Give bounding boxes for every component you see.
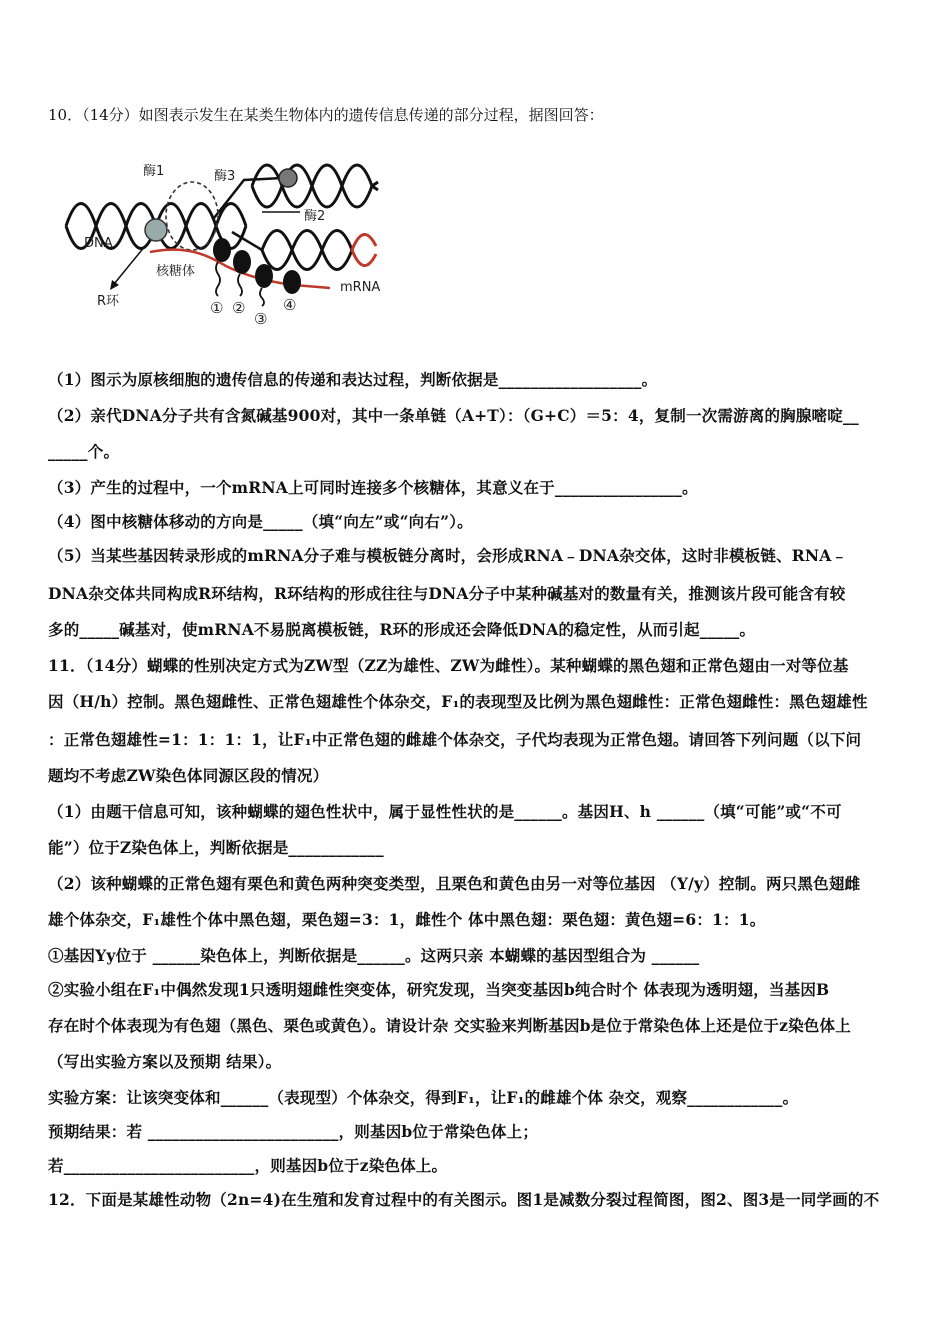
label-enzyme1: 酶1 xyxy=(143,164,165,179)
q10-part5-a: （5）当某些基因转录形成的mRNA分子难与模板链分离时，会形成RNA﹣DNA杂交体，这时非模板链、RNA﹣ xyxy=(48,546,848,565)
label-n3: ③ xyxy=(254,310,268,328)
label-mrna: mRNA xyxy=(340,280,381,295)
label-ribosome: 核糖体 xyxy=(156,264,196,279)
q10-part1: （1）图示为原核细胞的遗传信息的传递和表达过程，判断依据是__________________。 xyxy=(48,370,658,389)
dna-lower-strand-b xyxy=(262,231,352,270)
dna-lower-strand-a xyxy=(262,231,352,270)
q11-stem-d: 题均不考虑ZW染色体同源区段的情况） xyxy=(48,766,329,785)
peptide-2 xyxy=(238,274,242,296)
label-enzyme2: 酶2 xyxy=(304,209,326,224)
q11-part1-a: （1）由题干信息可知，该种蝴蝶的翅色性状中，属于显性性状的是______。基因H、h ______（填“可能”或“不可 xyxy=(48,802,842,821)
q11-stem-a: 11．（14分）蝴蝶的性别决定方式为ZW型（ZZ为雄性、ZW为雌性）。某种蝴蝶的黑色翅和正常色翅由一对等位基 xyxy=(48,656,849,675)
ribosome-1 xyxy=(213,238,231,262)
q11-sub1: ①基因Yy位于 ______染色体上，判断依据是______。这两只亲 本蝴蝶的基因型组合为 ______ xyxy=(48,946,700,965)
label-dna: DNA xyxy=(84,236,113,251)
q11-part1-b: 能”）位于Z染色体上，判断依据是____________ xyxy=(48,838,384,857)
q11-sub2-c: （写出实验方案以及预期 结果）。 xyxy=(48,1052,282,1071)
q11-part2-b: 雄个体杂交，F₁雄性个体中黑色翅，栗色翅=3：1，雌性个 体中黑色翅：栗色翅：黄色翅=6：1：1。 xyxy=(48,910,766,929)
ribosome-2 xyxy=(233,250,251,274)
dna-upper-strand-a xyxy=(252,165,378,207)
q11-sub2-b: 存在时个体表现为有色翅（黑色、栗色或黄色）。请设计杂 交实验来判断基因b是位于常染色体上还是位于z染色体上 xyxy=(48,1016,851,1035)
label-n1: ① xyxy=(210,299,224,317)
ribosome-3 xyxy=(255,264,273,288)
dna-lower-red-b xyxy=(352,250,376,266)
q11-sub2-a: ②实验小组在F₁中偶然发现1只透明翅雌性突变体，研究发现，当突变基因b纯合时个 体表现为透明翅，当基因B xyxy=(48,980,830,999)
q11-part2-a: （2）该种蝴蝶的正常色翅有栗色和黄色两种突变类型，且栗色和黄色由另一对等位基因 （Y/y）控制。两只黑色翅雌 xyxy=(48,874,861,893)
label-enzyme3: 酶3 xyxy=(214,169,236,184)
q10-part2-a: （2）亲代DNA分子共有含氮碱基900对，其中一条单链（A+T）：（G+C）＝5：4，复制一次需游离的胸腺嘧啶__ xyxy=(48,406,859,425)
dna-upper-strand-b xyxy=(252,165,378,207)
rloop-arrow xyxy=(114,240,150,284)
q11-result-a: 预期结果：若 ________________________，则基因b位于常染色体上； xyxy=(48,1122,539,1141)
q10-stem: 10．（14分）如图表示发生在某类生物体内的遗传信息传递的部分过程，据图回答： xyxy=(48,106,604,124)
q11-stem-c: ：正常色翅雄性=1：1：1：1，让F₁中正常色翅的雌雄个体杂交，子代均表现为正常色翅。请回答下列问题（以下问 xyxy=(48,730,862,749)
q10-part5-c: 多的_____碱基对，使mRNA不易脱离模板链，R环的形成还会降低DNA的稳定性，从而引起_____。 xyxy=(48,620,756,639)
label-n2: ② xyxy=(232,299,246,317)
peptide-3 xyxy=(260,288,264,306)
enzyme3-blob xyxy=(279,169,297,187)
dna-lower-red-a xyxy=(352,234,376,250)
rloop-arrowhead xyxy=(110,280,119,290)
peptide-1 xyxy=(216,262,220,296)
q11-plan: 实验方案：让该突变体和______（表现型）个体杂交，得到F₁，让F₁的雌雄个体 杂交，观察____________。 xyxy=(48,1088,799,1107)
q10-part4: （4）图中核糖体移动的方向是_____（填“向左”或“向右”）。 xyxy=(48,512,473,531)
enzyme1-blob xyxy=(145,219,167,241)
q10-part5-b: DNA杂交体共同构成R环结构，R环结构的形成往往与DNA分子中某种碱基对的数量有关，推测该片段可能含有较 xyxy=(48,584,846,603)
q12-stem: 12．下面是某雄性动物（2n=4)在生殖和发育过程中的有关图示。图1是减数分裂过程简图，图2、图3是一同学画的不 xyxy=(48,1190,880,1209)
q11-result-b: 若________________________，则基因b位于z染色体上。 xyxy=(48,1156,448,1175)
ribosome-4 xyxy=(283,270,301,294)
label-rloop: R环 xyxy=(97,294,120,309)
q11-stem-b: 因（H/h）控制。黑色翅雌性、正常色翅雄性个体杂交，F₁的表现型及比例为黑色翅雌性：正常色翅雌性：黑色翅雄性 xyxy=(48,692,868,711)
q10-part3: （3）产生的过程中，一个mRNA上可同时连接多个核糖体，其意义在于________________。 xyxy=(48,478,698,497)
q10-part2-b: _____个。 xyxy=(48,442,120,461)
label-n4: ④ xyxy=(283,296,297,314)
